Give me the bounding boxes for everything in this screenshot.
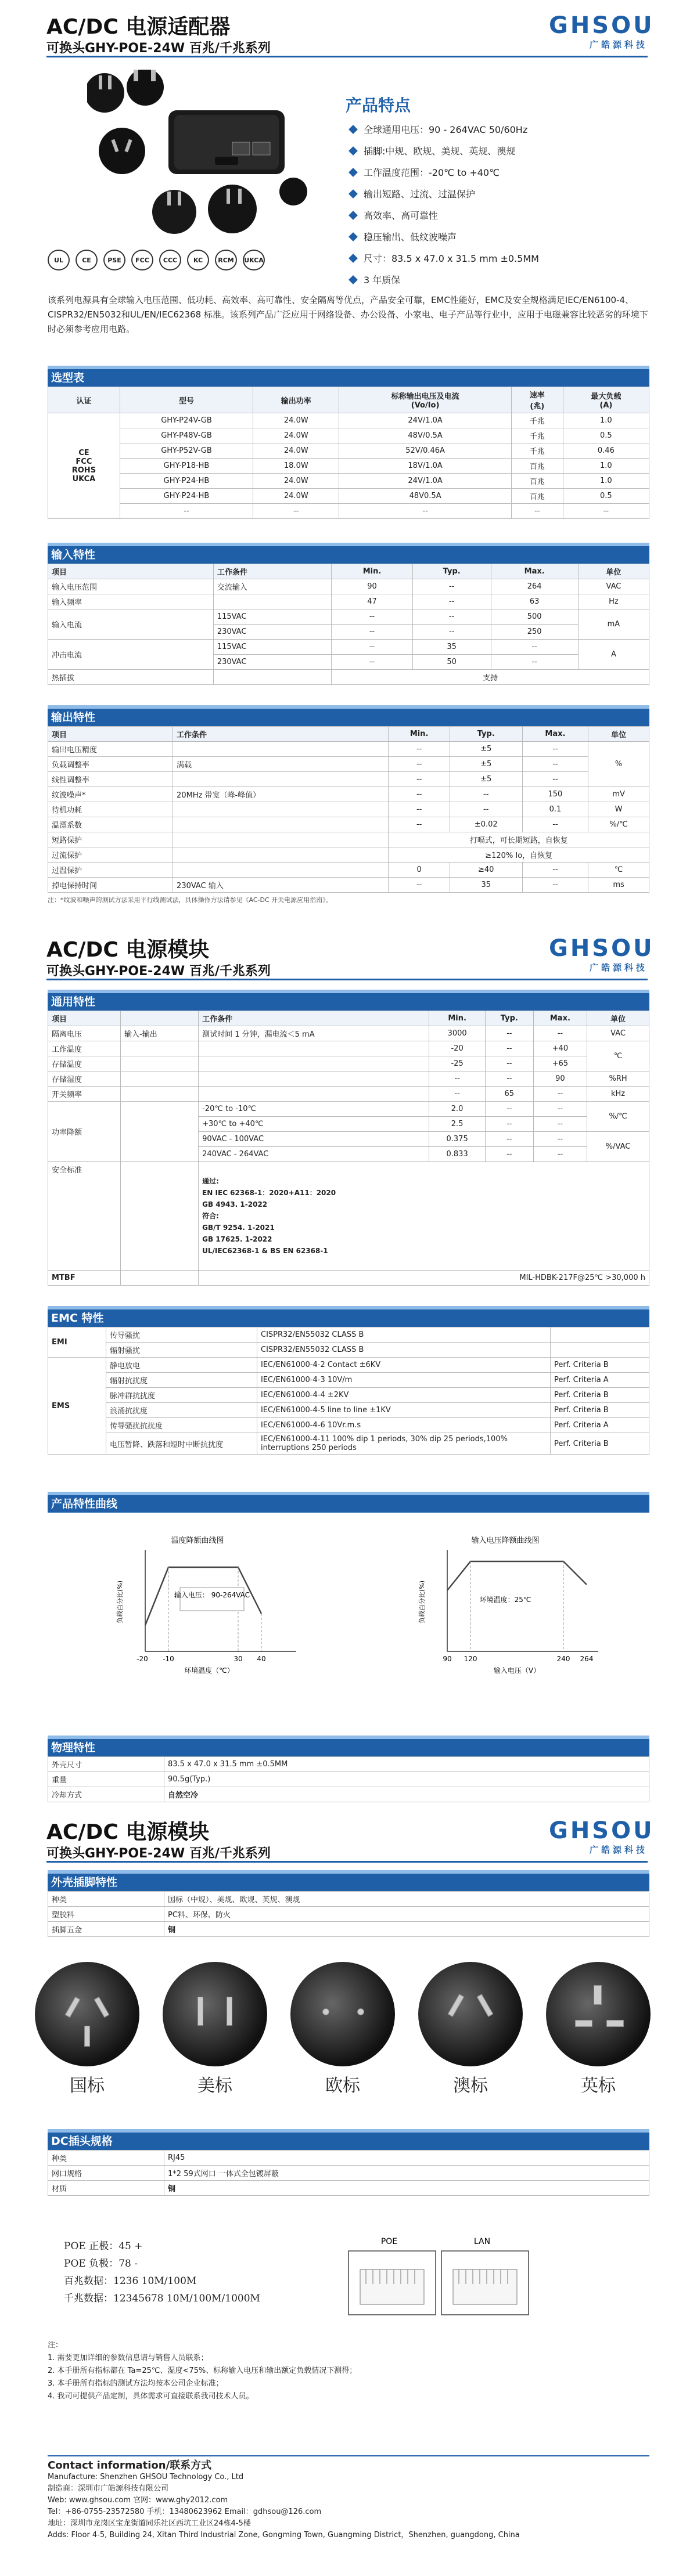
svg-text:120: 120 xyxy=(464,1655,477,1663)
selection-table: 认证 型号 输出功率 标称输出电压及电流 (Vo/Io) 速率 (兆) 最大负载 (A) CE FCC ROHS UKCA GHY-P24V-GB 24.0W 24V/1.0A 千兆 1.0 GHY-P48V-GB 24.0W 48V/0.5A 千兆 0.5 GHY-P52V-GB 24.0W 52V/0.46A 千兆 0.46 GHY-P18-HB 18.0W 18V/1.0A 百兆 1.0 GHY-P24-HB 24.0W 24V/1.0A 百兆 1.0 GHY-P24-HB 24.0W 48V0.5A 百兆 0.5 -- -- -- -- -- xyxy=(48,387,649,519)
ul-icon: UL xyxy=(48,250,70,270)
svg-text:POE: POE xyxy=(380,2237,398,2246)
svg-text:环境温度（℃）: 环境温度（℃） xyxy=(184,1666,234,1675)
page-title: AC/DC 电源模块 xyxy=(46,938,210,962)
svg-text:40: 40 xyxy=(257,1655,266,1663)
svg-text:-10: -10 xyxy=(163,1655,174,1663)
input-table: 项目 工作条件 Min. Typ. Max. 单位 输入电压范围 交流输入 90 -- 264 VAC 输入频率 47 -- 63 Hz 输入电流 115VAC -- -- 500 mA 230VAC -- -- 250 冲击电流 115VAC -- 35 -- A 230VAC -- 50 -- 热插拔 支持 xyxy=(48,564,649,685)
section-title: 产品特性曲线 xyxy=(48,1492,649,1513)
feature-item: 工作温度范围：-20℃ to +40℃ xyxy=(348,162,674,183)
header xyxy=(0,0,697,58)
svg-text:-20: -20 xyxy=(136,1655,148,1663)
emc-table: EMI 传导骚扰 CISPR32/EN55032 CLASS B 辐射骚扰 CISPR32/EN55032 CLASS B EMS 静电放电 IEC/EN61000-4-2 Contact ±6KV Perf. Criteria B 辐射抗扰度 IEC/EN61000-4-3 10V/m Perf. Criteria A 脉冲群抗扰度 IEC/EN61000-4-4 ±2KV Perf. Criteria B 浪涌抗扰度 IEC/EN61000-4-5 line to line ±1KV Perf. Criteria B 传导骚扰抗扰度 IEC/EN61000-4-6 10Vr.m.s Perf. Criteria A 电压暂降、跌落和短时中断抗扰度 IEC/EN61000-4-11 100% dip 1 periods, 30% dip 25 periods,100% interruptions 250 periods Perf. Criteria B xyxy=(48,1327,649,1455)
product-image xyxy=(87,70,308,244)
svg-text:温度降额曲线图: 温度降额曲线图 xyxy=(171,1536,224,1545)
plugs-table: 种类 国标（中规）、美规、欧规、英规、澳规 塑胶料 PC料、环保、防火 插脚五金 铜 xyxy=(48,1891,649,1937)
feature-item: 尺寸：83.5 x 47.0 x 31.5 mm ±0.5MM xyxy=(348,248,674,269)
rj45-diagram xyxy=(343,2235,540,2322)
svg-text:负载百分比(%): 负载百分比(%) xyxy=(116,1580,124,1624)
physical-table: 外壳尺寸 83.5 x 47.0 x 31.5 mm ±0.5MM 重量 90.5g(Typ.) 冷却方式 自然空冷 xyxy=(48,1756,649,1802)
company-logo: GHSOU 广皓源科技 xyxy=(549,1817,655,1855)
company-logo: GHSOU 广皓源科技 xyxy=(549,12,655,50)
svg-text:240: 240 xyxy=(556,1655,570,1663)
svg-text:输入电压降额曲线图: 输入电压降额曲线图 xyxy=(471,1536,540,1545)
page-title: AC/DC 电源适配器 xyxy=(46,15,231,39)
plug-images xyxy=(35,1962,651,2097)
section-title: 物理特性 xyxy=(48,1736,649,1756)
section-title: 选型表 xyxy=(48,366,649,387)
fcc-icon: FCC xyxy=(131,250,153,270)
section-title: 输出特性 xyxy=(48,705,649,726)
temp-derating-chart xyxy=(110,1532,308,1677)
cert-logos xyxy=(48,250,265,270)
features-title: 产品特点 xyxy=(346,96,411,115)
feature-item: 全球通用电压：90 - 264VAC 50/60Hz xyxy=(348,119,674,140)
svg-text:30: 30 xyxy=(233,1655,243,1663)
general-table: 项目 工作条件 Min. Typ. Max. 单位 隔离电压 输入-输出 测试时间 1 分钟，漏电流＜5 mA 3000 -- -- VAC 工作温度 -20 -- +40 ℃ 存储温度 -25 -- +65 存储湿度 -- -- 90 %RH 开关频率 -- 65 -- kHz 功率降额 -20℃ to -10℃ 2.0 -- -- %/℃ +30℃ to +40℃ 2.5 -- -- 90VAC - 100VAC 0.375 -- -- %/VAC 240VAC - 264VAC 0.833 -- -- 安全标准 通过: EN IEC 62368-1：2020+A11：2020 GB 4943. 1-2022 符合: GB/T 9254. 1-2021 GB 17625. 1-2022 UL/IEC62368-1 & BS EN 62368-1 MTBF MIL-HDBK-217F@25℃ >30,000 h xyxy=(48,1011,649,1286)
plug-uk: 英标 xyxy=(546,1962,651,2097)
section-title: DC插头规格 xyxy=(48,2129,649,2150)
feature-item: 稳压输出、低纹波噪声 xyxy=(348,226,674,248)
plug-us: 美标 xyxy=(163,1962,267,2097)
page-subtitle: 可换头GHY-POE-24W 百兆/千兆系列 xyxy=(46,964,271,979)
page-1 xyxy=(0,0,697,904)
intro-paragraph: 该系列电源具有全球输入电压范围、低功耗、高效率、高可靠性、安全隔离等优点，产品安全可靠，EMC性能好，EMC及安全规格满足IEC/EN6100-4、CISPR32/EN5032和UL/EN/IEC62368 标准。该系列产品广泛应用于网络设备、办公设备、小家电、电子产品等行业中，应用于电磁兼容比较恶劣的环境下时必须参考应用电路。 xyxy=(48,295,648,334)
svg-text:输入电压（V）: 输入电压（V） xyxy=(493,1666,541,1675)
features-list xyxy=(348,119,674,291)
svg-text:负载百分比(%): 负载百分比(%) xyxy=(418,1580,426,1624)
svg-text:90: 90 xyxy=(443,1655,452,1663)
page-subtitle: 可换头GHY-POE-24W 百兆/千兆系列 xyxy=(46,41,271,56)
plug-au: 澳标 xyxy=(418,1962,523,2097)
rcm-icon: RCM xyxy=(215,250,237,270)
plug-cn: 国标 xyxy=(35,1962,139,2097)
poe-pinout: POE 正极：45 + POE 负极：78 - 百兆数据：1236 10M/100M 千兆数据：12345678 10M/100M/1000M xyxy=(64,2241,260,2304)
ce-icon: CE xyxy=(76,250,98,270)
dc-table: 种类 RJ45 网口规格 1*2 59式网口 一体式全包镀屏蔽 材质 铜 xyxy=(48,2150,649,2196)
header xyxy=(0,923,697,981)
company-logo: GHSOU 广皓源科技 xyxy=(549,935,655,973)
contact-block: Contact information/联系方式 Manufacture: Shenzhen GHSOU Technology Co., Ltd 制造商：深圳市广皓源科技有限公司 Web: www.ghsou.com 官网：www.ghy2012.com Tel：+86-0755-23572580 手机：13480623962 Email：gdhsou@126.com 地址：深圳市龙岗区宝龙街道同乐社区西坑工业区24栋4-5楼 Adds: Floor 4-5, Building 24, Xitan Third Industrial Zone, Gongming Town, Guangming District，Shenzhen, guangdong, China xyxy=(48,2455,649,2541)
svg-text:264: 264 xyxy=(580,1655,594,1663)
notes: 注： 1. 需要更加详细的参数信息请与销售人员联系； 2. 本手册所有指标都在 Ta=25℃、湿度<75%、标称输入电压和输出额定负载情况下测得； 3. 本手册所有指标的测试方法均按本公司企业标准； 4. 我司可提供产品定制，具体需求可直接联系我司技术人员。 xyxy=(48,2341,357,2401)
output-table: 项目 工作条件 Min. Typ. Max. 单位 输出电压精度 -- ±5 -- % 负载调整率 满载 -- ±5 -- 线性调整率 -- ±5 -- 纹波噪声* 20MHz 带宽（峰-峰值） -- -- 150 mV 待机功耗 -- -- 0.1 W 温漂系数 -- ±0.02 -- %/℃ 短路保护 打嗝式，可长期短路，自恢复 过流保护 ≥120% Io，自恢复 过温保护 0 ≥40 -- ℃ 掉电保持时间 230VAC 输入 -- 35 -- ms xyxy=(48,726,649,893)
ccc-icon: CCC xyxy=(159,250,181,270)
plug-eu: 欧标 xyxy=(290,1962,395,2097)
voltage-derating-chart xyxy=(412,1532,610,1677)
feature-item: 插脚:中规、欧规、美规、英规、澳规 xyxy=(348,140,674,162)
section-title: 输入特性 xyxy=(48,543,649,564)
ukca-icon: UKCA xyxy=(243,250,265,270)
page-title: AC/DC 电源模块 xyxy=(46,1820,210,1844)
feature-item: 输出短路、过流、过温保护 xyxy=(348,183,674,205)
svg-text:输入电压： 90-264VAC: 输入电压： 90-264VAC xyxy=(174,1591,250,1599)
feature-item: 3 年质保 xyxy=(348,269,674,291)
header xyxy=(0,1805,697,1863)
page-3 xyxy=(0,1805,697,1935)
output-note: 注：*纹波和噪声的测试方法采用平行线测试法，具体操作方法请参见《AC-DC 开关电源应用指南》。 xyxy=(48,896,332,904)
section-title: 外壳插脚特性 xyxy=(48,1870,649,1891)
page-2 xyxy=(0,923,697,1800)
section-title: EMC 特性 xyxy=(48,1306,649,1327)
page-subtitle: 可换头GHY-POE-24W 百兆/千兆系列 xyxy=(46,1846,271,1861)
kc-icon: KC xyxy=(187,250,209,270)
pse-icon: PSE xyxy=(103,250,125,270)
section-title: 通用特性 xyxy=(48,990,649,1011)
feature-item: 高效率、高可靠性 xyxy=(348,205,674,226)
svg-text:LAN: LAN xyxy=(473,2237,491,2246)
svg-text:环境温度：25℃: 环境温度：25℃ xyxy=(479,1596,531,1604)
